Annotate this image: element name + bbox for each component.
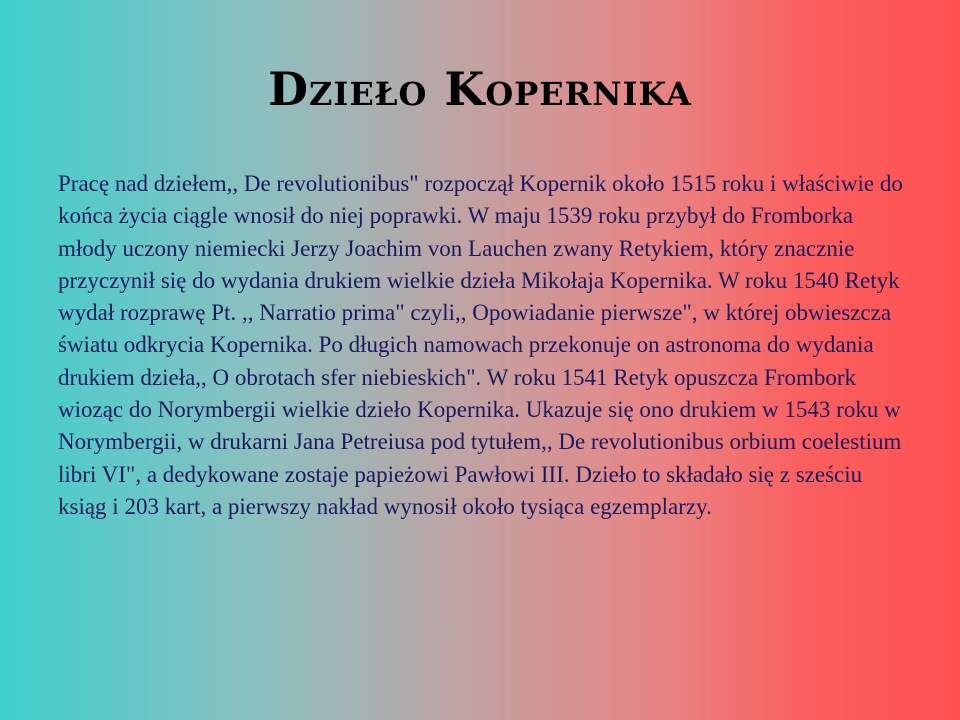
slide-title: Dzieło Kopernika: [268, 62, 692, 116]
slide-body-text: Pracę nad dziełem,, De revolutionibus" rozpoczął Kopernik około 1515 roku i właściwie do końca życia ciągle wnosił do niej poprawki. W maju 1539 roku przybył do Fromborka młody uczony niemiecki Jerzy Joachim von Lauchen zwany Retykiem, który znacznie przyczynił się do wydania drukiem wielkie dzieła Mikołaja Kopernika. W roku 1540 Retyk wydał rozprawę Pt. ,, Narratio prima" czyli,, Opowiadanie pierwsze", w której obwieszcza światu odkrycia Kopernika. Po długich namowach przekonuje on astronoma do wydania drukiem dzieła,, O obrotach sfer niebieskich". W roku 1541 Retyk opuszcza Frombork wioząc do Norymbergii wielkie dzieło Kopernika. Ukazuje się ono drukiem w 1543 roku w Norymbergii, w drukarni Jana Petreiusa pod tytułem,, De revolutionibus orbium coelestium libri VI", a dedykowane zostaje papieżowi Pawłowi III. Dzieło to składało się z sześciu ksiąg i 203 kart, a pierwszy nakład wynosił około tysiąca egzemplarzy.: [58, 171, 903, 519]
